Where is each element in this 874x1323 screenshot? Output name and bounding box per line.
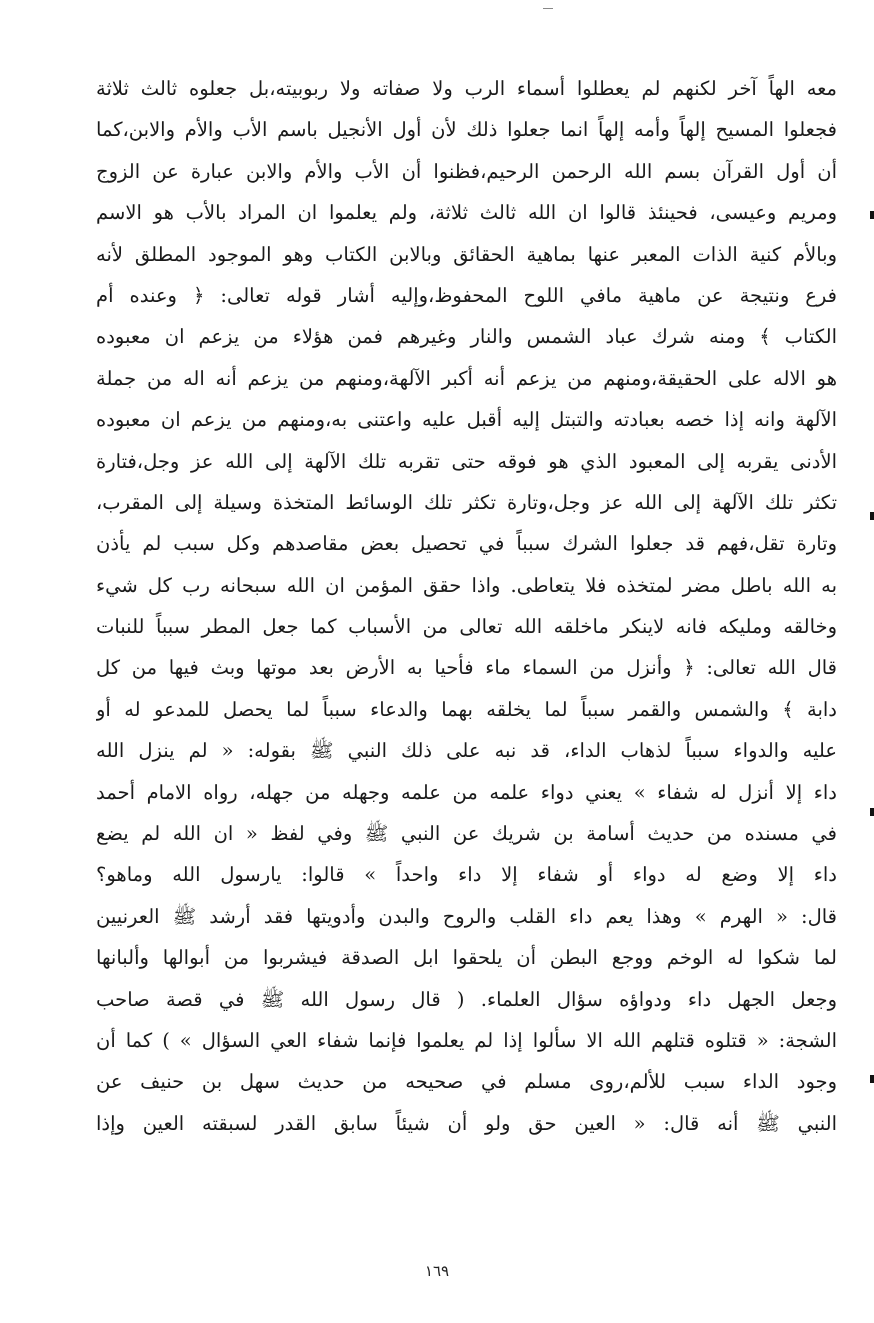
text-line: وبالأم كنية الذات المعبر عنها بماهية الحقائق وبالابن الكتاب وهو الموجود المطلق لأنه — [96, 242, 837, 266]
text-line: وجود الداء سبب للألم،روى مسلم في صحيحه من حديث سهل بن حنيف عن — [96, 1070, 837, 1094]
text-line: تكثر تلك الآلهة إلى الله عز وجل،وتارة تكثر تلك الوسائط المتخذة وسيلة إلى المقرب، — [96, 490, 837, 514]
text-line: قال: « الهرم » وهذا يعم داء القلب والروح والبدن وأدويتها فقد أرشد ﷺ العرنيين — [96, 904, 837, 928]
text-line: هو الاله على الحقيقة،ومنهم من يزعم أنه أكبر الآلهة،ومنهم من يزعم أنه اله من جملة — [96, 366, 837, 390]
body-text — [96, 68, 837, 1144]
text-line: قال الله تعالى: ﴿ وأنزل من السماء ماء فأحيا به الأرض بعد موتها وبث فيها من كل — [96, 656, 837, 680]
text-line: ومريم وعيسى، فحينئذ قالوا ان الله ثالث ثلاثة، ولم يعلموا ان المراد بالأب هو الاسم — [96, 201, 837, 225]
scan-margin-mark — [870, 211, 874, 219]
text-line: وتارة تقل،فهم قد جعلوا الشرك سبباً في تحصيل بعض مقاصدهم وكل سبب لم يأذن — [96, 532, 837, 556]
scan-margin-mark — [870, 512, 874, 520]
text-line: وخالقه ومليكه فانه لاينكر ماخلقه الله تعالى من الأسباب كما جعل المطر سبباً للنبات — [96, 615, 837, 639]
text-line: دابة ﴾ والشمس والقمر سبباً لما يخلقه بهما والدعاء سبباً لما يحصل للمدعو له أو — [96, 697, 837, 721]
text-line: الأدنى يقربه إلى المعبود الذي هو فوقه حتى تقربه تلك الآلهة إلى الله عز وجل،فتارة — [96, 449, 837, 473]
scan-margin-mark — [870, 808, 874, 816]
text-line: عليه والدواء سبباً لذهاب الداء، قد نبه على ذلك النبي ﷺ بقوله: « لم ينزل الله — [96, 739, 837, 763]
top-margin-mark — [543, 8, 553, 12]
text-line: داء إلا أنزل له شفاء » يعني دواء علمه من علمه وجهله من جهله، رواه الامام أحمد — [96, 780, 837, 804]
text-line: به الله باطل مضر لمتخذه فلا يتعاطى. واذا حقق المؤمن ان الله سبحانه رب كل شيء — [96, 573, 837, 597]
text-line: الكتاب ﴾ ومنه شرك عباد الشمس والنار وغيرهم فمن هؤلاء من يزعم ان معبوده — [96, 325, 837, 349]
text-line: النبي ﷺ أنه قال: « العين حق ولو أن شيئاً سابق القدر لسبقته العين وإذا — [96, 1111, 837, 1135]
scan-margin-mark — [870, 1075, 874, 1083]
text-line: وجعل الجهل داء ودواؤه سؤال العلماء. ( قال رسول الله ﷺ في قصة صاحب — [96, 987, 837, 1011]
text-line: أن أول القرآن بسم الله الرحمن الرحيم،فظنوا أن الأب والأم والابن عبارة عن الزوج — [96, 159, 837, 183]
text-line: فرع ونتيجة عن ماهية مافي اللوح المحفوظ،وإليه أشار قوله تعالى: ﴿ وعنده أم — [96, 283, 837, 307]
text-line: داء إلا وضع له دواء أو شفاء إلا داء واحداً » قالوا: يارسول الله وماهو؟ — [96, 863, 837, 887]
text-line: الآلهة وانه إذا خصه بعبادته والتبتل إليه أقبل عليه واعتنى به،ومنهم من يزعم ان معبوده — [96, 408, 837, 432]
text-line: معه الهاً آخر لكنهم لم يعطلوا أسماء الرب ولا صفاته ولا ربوبيته،بل جعلوه ثالث ثلاثة — [96, 77, 837, 100]
text-line: لما شكوا له الوخم ووجع البطن أن يلحقوا ابل الصدقة فيشربوا من أبوالها وألبانها — [96, 946, 837, 970]
text-line: الشجة: « قتلوه قتلهم الله الا سألوا إذا لم يعلموا فإنما شفاء العي السؤال » ) كما أن — [96, 1028, 837, 1052]
text-line: فجعلوا المسيح إلهاً وأمه إلهاً انما جعلوا ذلك لأن أول الأنجيل باسم الأب والأم والابن،كما — [96, 118, 837, 142]
page-number: ١٦٩ — [424, 1262, 450, 1280]
text-line: في مسنده من حديث أسامة بن شريك عن النبي ﷺ وفي لفظ « ان الله لم يضع — [96, 822, 837, 846]
